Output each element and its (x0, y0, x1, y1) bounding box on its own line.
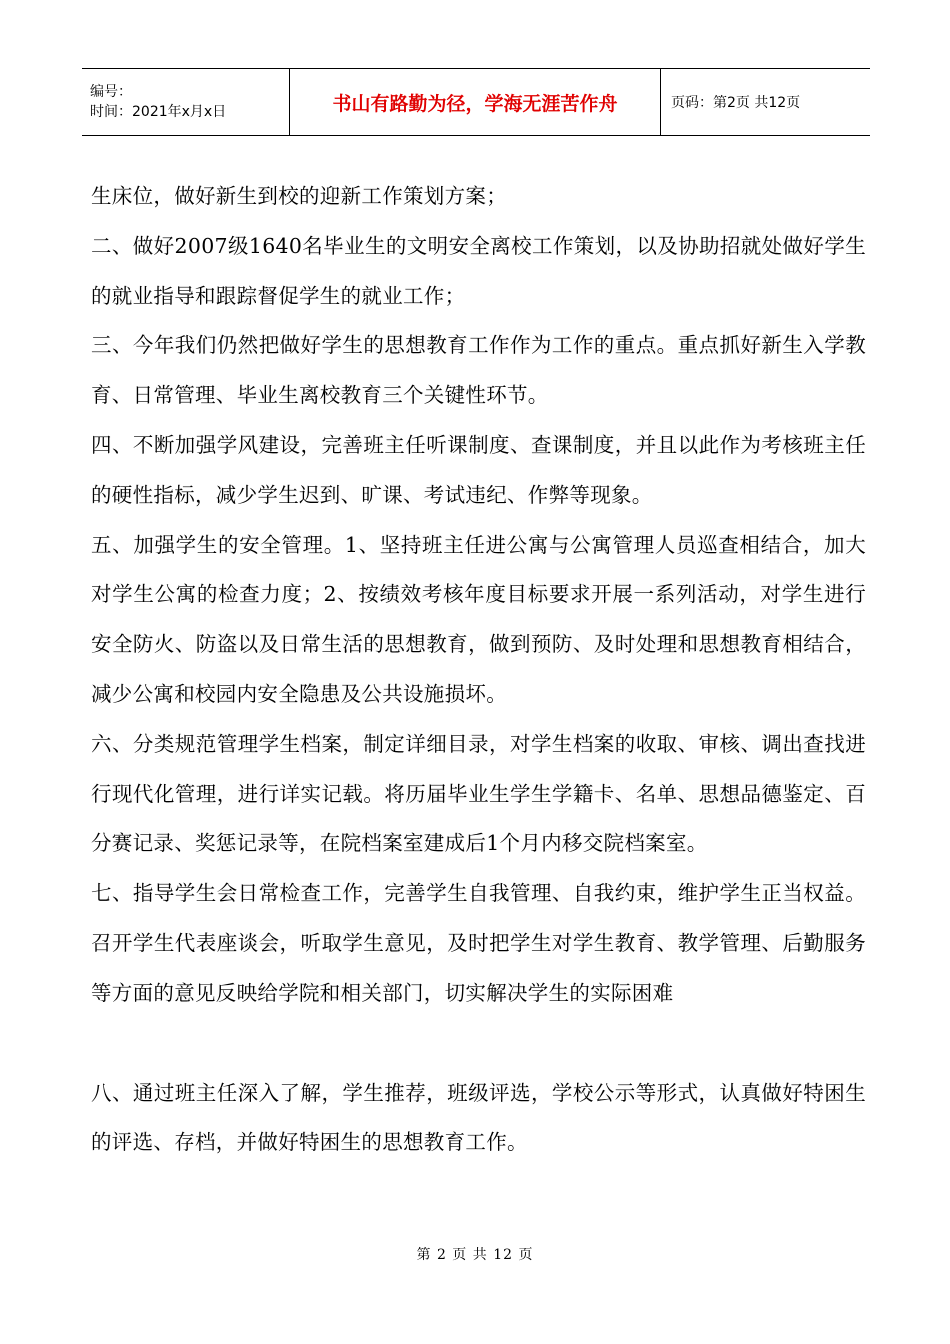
header-page-info: 页码：第2页 共12页 (671, 95, 801, 111)
document-number-label: 编号： (90, 84, 132, 100)
paragraph-gap (91, 1019, 866, 1069)
paragraph: 二、做好2007级1640名毕业生的文明安全离校工作策划，以及协助招就处做好学生的就业指导和跟踪督促学生的就业工作； (91, 233, 866, 308)
document-body (91, 172, 866, 1168)
document-date-label: 时间：2021年x月x日 (90, 104, 227, 120)
page-footer: 第 2 页 共 12 页 (416, 1247, 534, 1263)
paragraph: 四、不断加强学风建设，完善班主任听课制度、查课制度，并且以此作为考核班主任的硬性指标，减少学生迟到、旷课、考试违纪、作弊等现象。 (91, 432, 866, 507)
paragraph: 五、加强学生的安全管理。1、坚持班主任进公寓与公寓管理人员巡查相结合，加大对学生公寓的检查力度；2、按绩效考核年度目标要求开展一系列活动，对学生进行安全防火、防盗以及日常生活的思想教育，做到预防、及时处理和思想教育相结合，减少公寓和校园内安全隐患及公共设施损坏。 (91, 532, 866, 706)
paragraph: 生床位，做好新生到校的迎新工作策划方案； (91, 184, 507, 208)
paragraph: 七、指导学生会日常检查工作，完善学生自我管理、自我约束，维护学生正当权益。召开学生代表座谈会，听取学生意见，及时把学生对学生教育、教学管理、后勤服务等方面的意见反映给学院和相关部门，切实解决学生的实际困难 (91, 881, 866, 1005)
paragraph: 三、今年我们仍然把做好学生的思想教育工作作为工作的重点。重点抓好新生入学教育、日常管理、毕业生离校教育三个关键性环节。 (91, 333, 866, 408)
paragraph: 六、分类规范管理学生档案，制定详细目录，对学生档案的收取、审核、调出查找进行现代化管理，进行详实记载。将历届毕业生学生学籍卡、名单、思想品德鉴定、百分赛记录、奖惩记录等，在院档案室建成后1个月内移交院档案室。 (91, 731, 866, 856)
paragraph: 八、通过班主任深入了解，学生推荐，班级评选，学校公示等形式，认真做好特困生的评选、存档，并做好特困生的思想教育工作。 (91, 1080, 866, 1155)
header-motto: 书山有路勤为径，学海无涯苦作舟 (290, 69, 661, 136)
header-meta-cell (82, 69, 290, 136)
document-header (82, 68, 870, 136)
